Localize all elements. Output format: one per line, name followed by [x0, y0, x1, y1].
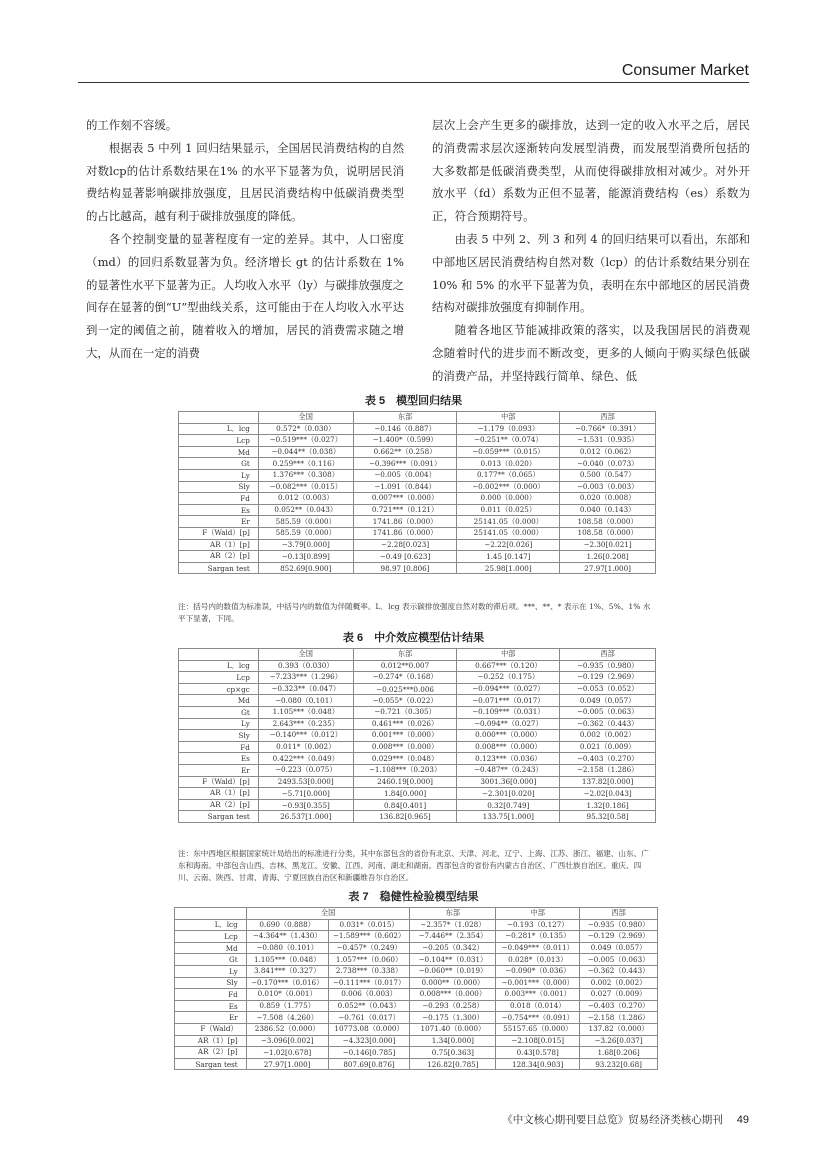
table-row [179, 660, 656, 672]
table-row-label: Es [175, 1000, 247, 1012]
left-text-column [86, 114, 404, 365]
table-cell: −0.403（0.270） [560, 753, 656, 765]
table-cell: 108.58（0.000） [560, 527, 656, 539]
table-cell: 1.057***（0.060） [328, 954, 410, 966]
table-cell: 0.43[0.578] [496, 1047, 580, 1059]
table-row-label: Sargan test [179, 562, 259, 574]
table-row-label: Es [179, 504, 259, 516]
table-cell: −0.140***（0.012） [258, 730, 353, 742]
table-cell: 0.011*（0.002） [258, 741, 353, 753]
table-cell: −4.323[0.000] [328, 1035, 410, 1047]
table-cell: 0.008***（0.000） [353, 741, 457, 753]
table-cell: −0.766*（0.391） [560, 423, 656, 435]
table-cell: −0.025***0.006 [353, 683, 457, 695]
table-cell: −0.146[0.785] [328, 1047, 410, 1059]
table-row-label: Es [179, 753, 259, 765]
table-cell: −0.059***（0.015） [457, 446, 560, 458]
table-row-label: AR（2）[p] [175, 1047, 247, 1059]
table5-header-cell: 中部 [457, 412, 560, 424]
table-cell: −0.323**（0.047） [258, 683, 353, 695]
table-cell: −2.02[0.043] [560, 788, 656, 800]
table5-header-cell: 东部 [353, 412, 457, 424]
table-row-label: cp×gc [179, 683, 259, 695]
table-cell: 0.84[0.401] [353, 799, 457, 811]
table-cell: −0.080（0.101） [246, 942, 328, 954]
table-row-label: Er [179, 516, 259, 528]
table-cell: −2.357*（1.028） [410, 919, 496, 931]
table-row-label: Fd [175, 989, 247, 1001]
table-row-label: Md [175, 942, 247, 954]
table-cell: −3.26[0.037] [580, 1035, 658, 1047]
page-footer [502, 1112, 749, 1127]
table-cell: −1.02[0.678] [246, 1047, 328, 1059]
table-cell: −0.274*（0.168） [353, 672, 457, 684]
table-row [175, 1047, 658, 1059]
table-cell: 852.69[0.900] [258, 562, 353, 574]
table-cell: −0.129（2.969） [560, 672, 656, 684]
table-cell: 0.393（0.030） [258, 660, 353, 672]
table-row-label: AR（1）[p] [175, 1035, 247, 1047]
table-row [179, 469, 656, 481]
table-cell: 0.177**（0.065） [457, 469, 560, 481]
table6-header-cell: 东部 [353, 649, 457, 661]
table-row-label: AR（2）[p] [179, 551, 259, 563]
table-cell: −0.049***（0.011） [496, 942, 580, 954]
table-cell: −3.096[0.002] [246, 1035, 328, 1047]
table-row [179, 788, 656, 800]
table-row [179, 562, 656, 574]
table-cell: 25141.05（0.000） [457, 527, 560, 539]
table-row [179, 516, 656, 528]
table-cell: −0.001***（0.000） [496, 977, 580, 989]
table7 [174, 907, 658, 1070]
table-row-label: Fd [179, 493, 259, 505]
table-cell: −0.193（0.127） [496, 919, 580, 931]
table-row [175, 989, 658, 1001]
table-cell: 0.027（0.009） [580, 989, 658, 1001]
table-cell: 0.011（0.025） [457, 504, 560, 516]
table-cell: −1.179（0.093） [457, 423, 560, 435]
table-cell: 0.049（0.057） [580, 942, 658, 954]
table-cell: 0.75[0.363] [410, 1047, 496, 1059]
page-number: 49 [736, 1114, 749, 1126]
table-row-label: AR（1）[p] [179, 539, 259, 551]
table7-header-cell: 全国 [246, 908, 410, 920]
table-cell: −0.094***（0.027） [457, 683, 560, 695]
table-cell: 807.69[0.876] [328, 1058, 410, 1070]
table-cell: 93.232[0.68] [580, 1058, 658, 1070]
table-row-label: AR（1）[p] [179, 788, 259, 800]
table-cell: 1.105***（0.048） [246, 954, 328, 966]
table-cell: 0.012**0.007 [353, 660, 457, 672]
table-cell: 2493.53[0.000] [258, 776, 353, 788]
table-cell: 108.58（0.000） [560, 516, 656, 528]
table-cell: −0.362（0.443） [580, 965, 658, 977]
table-row [179, 753, 656, 765]
table-cell: −0.49 [0.623] [353, 551, 457, 563]
table-row [179, 539, 656, 551]
table7-header-cell [175, 908, 247, 920]
table-cell: −2.158（1.286） [580, 1012, 658, 1024]
table-row-label: AR（2）[p] [179, 799, 259, 811]
table-cell: −0.080（0.101） [258, 695, 353, 707]
table-cell: −0.094**（0.027） [457, 718, 560, 730]
table-cell: −0.93[0.355] [258, 799, 353, 811]
table-cell: 26.537[1.000] [258, 811, 353, 823]
table-row-label: Gt [175, 954, 247, 966]
table-cell: −0.170***（0.016） [246, 977, 328, 989]
table-row [179, 458, 656, 470]
table-cell: 128.34[0.903] [496, 1058, 580, 1070]
table-row [179, 493, 656, 505]
table7-header-cell: 西部 [580, 908, 658, 920]
table-cell: 95.32[0.58] [560, 811, 656, 823]
table-cell: −0.403（0.270） [580, 1000, 658, 1012]
table-cell: −0.104**（0.031） [410, 954, 496, 966]
table-cell: −7.233***（1.296） [258, 672, 353, 684]
table-cell: 585.59（0.000） [258, 527, 353, 539]
table-cell: −0.082***（0.015） [258, 481, 353, 493]
table-cell: −0.396***（0.091） [353, 458, 457, 470]
table-row-label: Er [175, 1012, 247, 1024]
table-cell: −0.044**（0.038） [258, 446, 353, 458]
table5-note: 注：括号内的数值为标准误，中括号内的数值为伴随概率。L．lcg 表示碳排放强度自然对数的滞后项。***、**、* 表示在 1%、5%、1% 水平下显著，下同。 [178, 602, 651, 623]
table-cell: 27.97[1.000] [560, 562, 656, 574]
table-cell: 3001.36[0.000] [457, 776, 560, 788]
table-row [179, 811, 656, 823]
table-cell: −0.252（0.175） [457, 672, 560, 684]
table-row [179, 695, 656, 707]
table-row [179, 764, 656, 776]
table-cell: 0.500（0.547） [560, 469, 656, 481]
table5-header-cell: 西部 [560, 412, 656, 424]
table-cell: 0.422***（0.049） [258, 753, 353, 765]
left-paragraph-3: 各个控制变量的显著程度有一定的差异。其中，人口密度（md）的回归系数显著为负。经济增长 gt 的估计系数在 1% 的显著性水平下显著为正。人均收入水平（ly）与碳排放强度之间存在显著的倒“U”型曲线关系，这可能由于在人均收入水平达到一定的阈值之前，随着收入的增加，居民的消费需求随之增大，从而在一定的消费 [86, 231, 404, 360]
table-row-label: Fd [179, 741, 259, 753]
table-cell: −0.175（1.300） [410, 1012, 496, 1024]
table-cell: 0.123***（0.036） [457, 753, 560, 765]
table-cell: −0.223（0.075） [258, 764, 353, 776]
table-cell: −0.362（0.443） [560, 718, 656, 730]
table-cell: −0.721（0.305） [353, 706, 457, 718]
table-row-label: Er [179, 764, 259, 776]
table-row-label: Sly [175, 977, 247, 989]
table-row-label: Ly [175, 965, 247, 977]
table-cell: −1.091（0.844） [353, 481, 457, 493]
table-cell: 2386.52（0.000） [246, 1023, 328, 1035]
table-cell: 0.021（0.009） [560, 741, 656, 753]
table-cell: 0.049（0.057） [560, 695, 656, 707]
table-row-label: F（Wald）[p] [179, 776, 259, 788]
table-cell: 2.738***（0.338） [328, 965, 410, 977]
table-row-label: F（Wald）[p] [179, 527, 259, 539]
table-cell: 0.040（0.143） [560, 504, 656, 516]
table-cell: 98.97 [0.806] [353, 562, 457, 574]
table-cell: 1.45 [0.147] [457, 551, 560, 563]
table-cell: −0.487**（0.243） [457, 764, 560, 776]
table-cell: 1741.86（0.000） [353, 527, 457, 539]
table-cell: 0.662**（0.258） [353, 446, 457, 458]
table-cell: 1.34[0.000] [410, 1035, 496, 1047]
table-row [179, 504, 656, 516]
table-row [175, 931, 658, 943]
table-row-label: Gt [179, 706, 259, 718]
table-cell: −0.055*（0.022） [353, 695, 457, 707]
table-cell: −0.005（0.004） [353, 469, 457, 481]
table-row-label: Md [179, 695, 259, 707]
table-cell: 0.000***（0.000） [457, 730, 560, 742]
table-cell: −7.508（4.260） [246, 1012, 328, 1024]
table-row-label: Lcp [175, 931, 247, 943]
table-row [179, 706, 656, 718]
table-cell: −0.005（0.063） [560, 706, 656, 718]
table7-header-cell: 东部 [410, 908, 496, 920]
table-cell: 0.002（0.002） [580, 977, 658, 989]
table-cell: −1.531（0.935） [560, 435, 656, 447]
table-cell: −2.30[0.021] [560, 539, 656, 551]
table-cell: 2.643***（0.235） [258, 718, 353, 730]
table-cell: 1741.86（0.000） [353, 516, 457, 528]
table-row-label: L．lcg [179, 423, 259, 435]
table-row-label: Sly [179, 730, 259, 742]
table-cell: 25.98[1.000] [457, 562, 560, 574]
table-row [175, 1035, 658, 1047]
table-cell: −0.040（0.073） [560, 458, 656, 470]
table-cell: −0.146（0.887） [353, 423, 457, 435]
table-row-label: Sargan test [179, 811, 259, 823]
running-header-title: Consumer Market [621, 62, 749, 79]
table-cell: −7.446**（2.354） [410, 931, 496, 943]
table-cell: −0.251**（0.074） [457, 435, 560, 447]
table-row [179, 446, 656, 458]
left-paragraph-2: 根据表 5 中列 1 回归结果显示，全国居民消费结构的自然对数lcp的估计系数结果在1% 的水平下显著为负，说明居民消费结构显著影响碳排放强度，且居民消费结构中低碳消费类型的占比越高，越有利于碳排放强度的降低。 [86, 140, 404, 224]
table-cell: 0.859（1.775） [246, 1000, 328, 1012]
table7-caption: 表 7 稳健性检验模型结果 [348, 891, 479, 903]
table-cell: −1.108***（0.203） [353, 764, 457, 776]
table6-header-cell: 全国 [258, 649, 353, 661]
table-cell: 0.461***（0.026） [353, 718, 457, 730]
table-cell: 0.32[0.749] [457, 799, 560, 811]
right-paragraph-3: 随着各地区节能减排政策的落实，以及我国居民的消费观念随着时代的进步而不断改变，更多的人倾向于购买绿色低碳的消费产品，并坚持践行简单、绿色、低 [432, 323, 750, 383]
table-cell: 1.68[0.206] [580, 1047, 658, 1059]
table7-header-cell: 中部 [496, 908, 580, 920]
footer-journal: 《中文核心期刊要目总览》贸易经济类核心期刊 [502, 1114, 723, 1126]
table-row [179, 551, 656, 563]
table-cell: 2460.19[0.000] [353, 776, 457, 788]
table-row-label: L．lcg [179, 660, 259, 672]
table-cell: 55157.65（0.000） [496, 1023, 580, 1035]
table-cell: −0.060**（0.019） [410, 965, 496, 977]
table6-header-cell: 西部 [560, 649, 656, 661]
table-cell: −2.22[0.026] [457, 539, 560, 551]
table-row-label: Gt [179, 458, 259, 470]
table-cell: −0.109***（0.031） [457, 706, 560, 718]
table-cell: 0.572*（0.030） [258, 423, 353, 435]
table-row [175, 977, 658, 989]
table-cell: 0.020（0.008） [560, 493, 656, 505]
table-row [179, 776, 656, 788]
table-cell: −2.108[0.015] [496, 1035, 580, 1047]
table-row [179, 741, 656, 753]
table-cell: 0.000（0.000） [457, 493, 560, 505]
table6-header-cell [179, 649, 259, 661]
table-row [179, 435, 656, 447]
table5-header-cell [179, 412, 259, 424]
table-row-label: Sargan test [175, 1058, 247, 1070]
table-cell: 0.012（0.003） [258, 493, 353, 505]
table-row [179, 527, 656, 539]
table-cell: −5.71[0.000] [258, 788, 353, 800]
table-cell: −0.281*（0.135） [496, 931, 580, 943]
table-cell: 0.002（0.002） [560, 730, 656, 742]
table-row-label: Sly [179, 481, 259, 493]
table-cell: 0.000**（0.000） [410, 977, 496, 989]
table-cell: −0.003（0.003） [560, 481, 656, 493]
table-cell: −0.205（0.342） [410, 942, 496, 954]
table-row [179, 481, 656, 493]
table-cell: 0.012（0.062） [560, 446, 656, 458]
table-cell: 0.008***（0.000） [410, 989, 496, 1001]
table-cell: −0.293（0.258） [410, 1000, 496, 1012]
table-cell: 0.052**（0.043） [258, 504, 353, 516]
table5-caption: 表 5 模型回归结果 [364, 395, 463, 407]
table-row [175, 1000, 658, 1012]
table-row [179, 799, 656, 811]
table-row [175, 1058, 658, 1070]
table-row-label: Lcp [179, 672, 259, 684]
table-cell: 1.84[0.000] [353, 788, 457, 800]
right-paragraph-1: 层次上会产生更多的碳排放，达到一定的收入水平之后，居民的消费需求层次逐渐转向发展型消费，而发展型消费所包括的大多数都是低碳消费类型，从而使得碳排放相对减少。对外开放水平（fd）系数为正但不显著，能源消费结构（es）系数为正，符合预期符号。 [432, 118, 750, 224]
table-cell: −3.79[0.000] [258, 539, 353, 551]
table-cell: 137.82（0.000） [580, 1023, 658, 1035]
table-cell: 3.841***（0.327） [246, 965, 328, 977]
table-row [175, 954, 658, 966]
table-row [175, 942, 658, 954]
header-rule [78, 82, 749, 83]
table6-header-cell: 中部 [457, 649, 560, 661]
table-cell: −2.301[0.020] [457, 788, 560, 800]
table-row-label: F（Wald） [175, 1023, 247, 1035]
table-row [175, 965, 658, 977]
table-row-label: Ly [179, 469, 259, 481]
table-cell: −1.589***（0.602） [328, 931, 410, 943]
table-cell: 133.75[1.000] [457, 811, 560, 823]
table-row [175, 1023, 658, 1035]
table-cell: 137.82[0.000] [560, 776, 656, 788]
table-cell: 25141.05（0.000） [457, 516, 560, 528]
table-cell: 1.26[0.208] [560, 551, 656, 563]
table-cell: −0.002***（0.000） [457, 481, 560, 493]
table-row [175, 1012, 658, 1024]
table-cell: −0.761（0.017） [328, 1012, 410, 1024]
table-cell: 0.028*（0.013） [496, 954, 580, 966]
table-cell: 585.59（0.000） [258, 516, 353, 528]
left-paragraph-1: 的工作刻不容缓。 [86, 118, 178, 132]
table-row-label: Ly [179, 718, 259, 730]
table-cell: 27.97[1.000] [246, 1058, 328, 1070]
table6-caption: 表 6 中介效应模型估计结果 [342, 632, 485, 644]
table-cell: −2.158（1.286） [560, 764, 656, 776]
table-cell: 0.029***（0.048） [353, 753, 457, 765]
table-row-label: Lcp [179, 435, 259, 447]
table-cell: 1.376***（0.308） [258, 469, 353, 481]
table-cell: 0.667***（0.120） [457, 660, 560, 672]
table-cell: 126.82[0.785] [410, 1058, 496, 1070]
table-cell: 0.010*（0.001） [246, 989, 328, 1001]
table-cell: −1.400*（0.599） [353, 435, 457, 447]
table-cell: 0.259***（0.116） [258, 458, 353, 470]
table-cell: −0.090*（0.036） [496, 965, 580, 977]
table-cell: −0.457*（0.249） [328, 942, 410, 954]
table-row [179, 718, 656, 730]
table-cell: −0.053（0.052） [560, 683, 656, 695]
right-text-column [432, 114, 750, 388]
table-cell: 0.052**（0.043） [328, 1000, 410, 1012]
table-cell: −0.111***（0.017） [328, 977, 410, 989]
table-cell: −2.28[0.023] [353, 539, 457, 551]
table-cell: 0.031*（0.015） [328, 919, 410, 931]
right-paragraph-2: 由表 5 中列 2、列 3 和列 4 的回归结果可以看出，东部和中部地区居民消费结构自然对数（lcp）的估计系数结果分别在 10% 和 5% 的水平下显著为负，表明在东中部地区的居民消费结构对碳排放强度有抑制作用。 [432, 231, 750, 315]
table-cell: −4.364**（1.430） [246, 931, 328, 943]
table-cell: 0.003***（0.001） [496, 989, 580, 1001]
table-row-label: L．lcg [175, 919, 247, 931]
table-cell: −0.005（0.063） [580, 954, 658, 966]
table-cell: −0.13[0.899] [258, 551, 353, 563]
table-row [179, 730, 656, 742]
table-row [179, 683, 656, 695]
table-cell: 0.013（0.020） [457, 458, 560, 470]
table-cell: −0.935（0.980） [580, 919, 658, 931]
table-row [175, 919, 658, 931]
table-cell: −0.071***（0.017） [457, 695, 560, 707]
table-cell: 0.690（0.888） [246, 919, 328, 931]
table-cell: −0.519***（0.027） [258, 435, 353, 447]
table-cell: 136.82[0.965] [353, 811, 457, 823]
table-cell: −0.129（2.969） [580, 931, 658, 943]
table-cell: −0.935（0.980） [560, 660, 656, 672]
table-cell: 1.32[0.186] [560, 799, 656, 811]
table-cell: −0.754***（0.091） [496, 1012, 580, 1024]
table-cell: 0.008***（0.000） [457, 741, 560, 753]
table-cell: 1.105***（0.048） [258, 706, 353, 718]
table6-note: 注：东中西地区根据国家统计局给出的标准进行分类，其中东部包含的省份有北京、天津、河北、辽宁、上海、江苏、浙江、福建、山东、广东和海南。中部包含山西、吉林、黑龙江、安徽、江西、河南、湖北和湖南。西部包含的省份有内蒙古自治区、广西壮族自治区、重庆、四川、云南、陕西、甘肃、青海、宁夏回族自治区和新疆维吾尔自治区。 [178, 849, 649, 882]
table-cell: 0.006（0.003） [328, 989, 410, 1001]
table5 [178, 411, 656, 574]
table-cell: 0.018（0.014） [496, 1000, 580, 1012]
table-cell: 1071.40（0.000） [410, 1023, 496, 1035]
table-cell: 0.721***（0.121） [353, 504, 457, 516]
table5-header-cell: 全国 [258, 412, 353, 424]
table-cell: 10773.08（0.000） [328, 1023, 410, 1035]
table-cell: 0.007***（0.000） [353, 493, 457, 505]
table-cell: 0.001***（0.000） [353, 730, 457, 742]
table-row-label: Md [179, 446, 259, 458]
table-row [179, 423, 656, 435]
table-row [179, 672, 656, 684]
table6 [178, 648, 656, 823]
